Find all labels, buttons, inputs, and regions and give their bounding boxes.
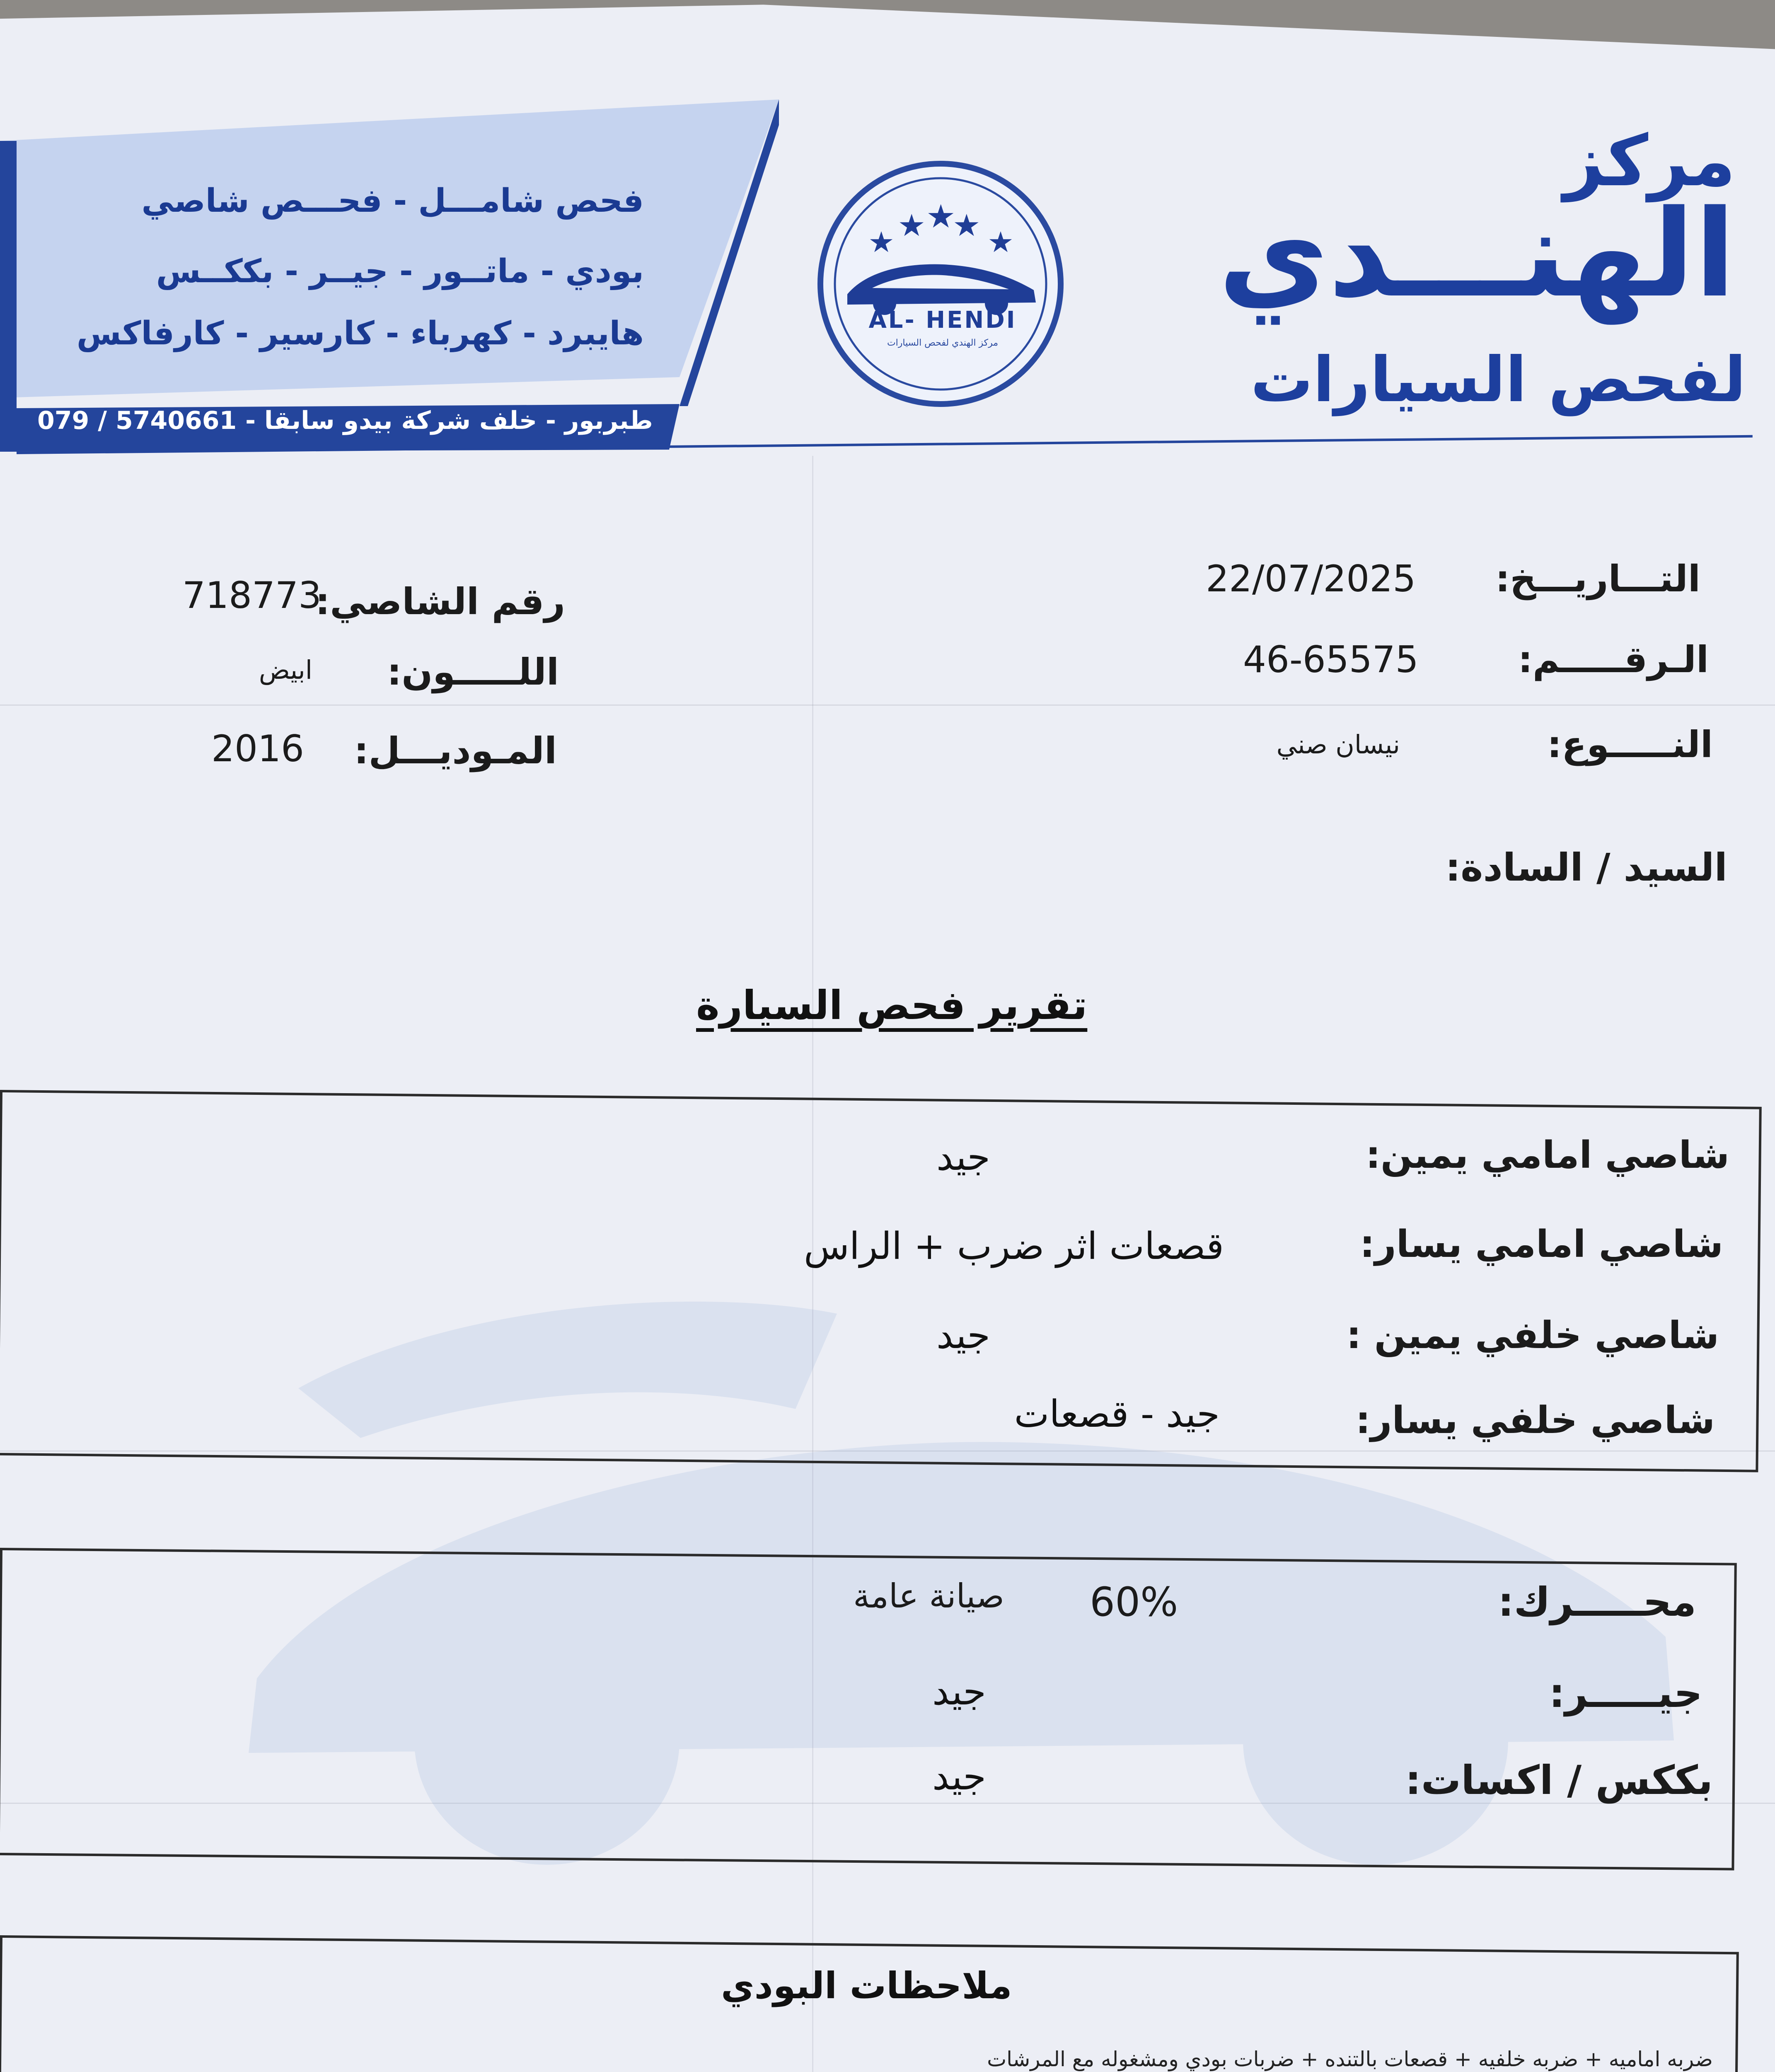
service-line-1: فحص شامـــل - فحـــص شاصي xyxy=(141,182,644,220)
color-label: اللـــــون: xyxy=(387,651,559,693)
chassis-rear-right-value xyxy=(936,1314,990,1357)
color-value: ابيض xyxy=(259,655,312,685)
brand-line-1: مركز xyxy=(1563,120,1736,202)
logo-text: AL- HENDI xyxy=(868,307,1017,334)
chassis-number-label: رقم الشاصي: xyxy=(315,580,565,623)
chassis-rear-left-label: شاصي خلفي يسار: xyxy=(1355,1399,1715,1442)
date-value: 22/07/2025 xyxy=(1206,557,1416,600)
model-label: المـوديـــل: xyxy=(354,729,557,772)
service-line-2: بودي - ماتــور - جيــر - بككــس xyxy=(156,253,644,290)
chassis-front-left-label: شاصي امامي يسار: xyxy=(1359,1222,1723,1266)
al-hendi-logo xyxy=(802,157,1079,410)
logo-subtext: مركز الهندي لفحص السيارات xyxy=(887,338,999,348)
engine-note: صيانة عامة xyxy=(853,1577,1004,1615)
type-value: نيسان صني xyxy=(1276,729,1400,760)
chassis-front-right-value xyxy=(936,1135,990,1179)
customer-label: السيد / السادة: xyxy=(1445,845,1727,890)
report-title: تقرير فحص السيارة xyxy=(696,982,1088,1029)
chassis-rear-right-label: شاصي خلفي يمين : xyxy=(1346,1314,1719,1357)
gear-label: جيـــــر: xyxy=(1549,1670,1702,1716)
value-text: جيد xyxy=(936,1135,991,1179)
number-value: 46-65575 xyxy=(1243,638,1419,681)
type-label: النـــــوع: xyxy=(1547,723,1713,766)
date-label: التـــاريـــخ: xyxy=(1495,557,1700,600)
engine-label: محـــــرك: xyxy=(1498,1579,1696,1625)
axle-value xyxy=(932,1755,986,1798)
value-text: جيد xyxy=(936,1314,991,1357)
chassis-number-value: 718773 xyxy=(182,574,322,617)
service-line-3: هايبرد - كهرباء - كارسير - كارفاكس xyxy=(76,315,644,352)
value-text: جيد xyxy=(932,1755,987,1798)
axle-label: بككس / اكسات: xyxy=(1405,1757,1713,1803)
chassis-rear-left-value: جيد - قصعات xyxy=(1014,1392,1220,1436)
value-text: جيد xyxy=(932,1670,987,1714)
brand-name: الهنـــدي xyxy=(1218,184,1736,324)
fold-line xyxy=(0,704,1775,706)
brand-tagline: لفحص السيارات xyxy=(1250,344,1746,416)
chassis-front-right-label: شاصي امامي يمين: xyxy=(1366,1133,1729,1177)
body-notes-text: ضربه اماميه + ضربه خلفيه + قصعات بالتنده + ضربات بودي ومشغوله مع المرشات xyxy=(987,2047,1713,2071)
model-value: 2016 xyxy=(211,727,304,770)
chassis-front-left-value: قصعات اثر ضرب + الراس xyxy=(804,1225,1224,1268)
body-notes-title: ملاحظات البودي xyxy=(721,1964,1012,2007)
address-phone: طبربور - خلف شركة بيدو سابقا - 5740661 / 079 xyxy=(37,406,653,435)
gear-value xyxy=(932,1670,986,1714)
engine-percent: 60% xyxy=(1090,1579,1178,1625)
number-label: الـرقـــــم: xyxy=(1518,638,1709,681)
